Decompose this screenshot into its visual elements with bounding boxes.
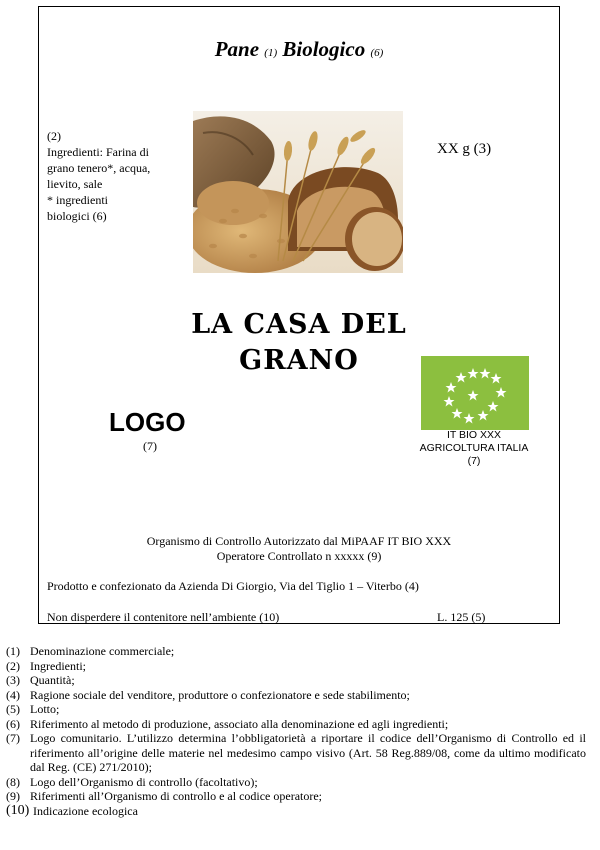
legend-number: (3) <box>6 673 20 687</box>
legend-text: Denominazione commerciale; <box>30 644 175 658</box>
legend-text: Lotto; <box>30 702 60 716</box>
product-label <box>38 6 560 624</box>
ingredients-line: grano tenero*, acqua, <box>47 161 151 175</box>
ingredients-line: * ingredienti <box>47 193 108 207</box>
operator-code-line: Operatore Controllato n xxxxx (9) <box>216 549 382 563</box>
ecology-note: Non disperdere il contenitore nell’ambiente (10) <box>47 610 280 624</box>
eu-logo-code: IT BIO XXX <box>446 429 502 441</box>
legend-number: (10) <box>6 802 30 818</box>
title-name-note: (1) <box>264 47 278 59</box>
legend-item <box>6 659 586 674</box>
legend-number: (9) <box>6 789 20 803</box>
legend-number: (4) <box>6 687 20 702</box>
title-qualifier-note: (6) <box>370 47 384 59</box>
ingredients-line: biologici (6) <box>47 209 107 223</box>
legend-number: (1) <box>6 644 20 658</box>
legend-text: Quantità; <box>30 673 75 687</box>
net-weight: XX g (3) <box>437 141 492 157</box>
eu-logo-origin: AGRICOLTURA ITALIA <box>419 442 529 454</box>
legend-text: Logo dell’Organismo di controllo (facoltativo); <box>30 774 258 789</box>
legend-item <box>6 717 586 732</box>
legend-text: Ragione sociale del venditore, produttore o confezionatore e sede stabilimento; <box>30 687 410 702</box>
producer-info: Prodotto e confezionato da Azienda Di Giorgio, Via del Tiglio 1 – Viterbo (4) <box>47 579 419 593</box>
legend-number: (6) <box>6 716 20 731</box>
legend-item <box>6 673 586 688</box>
legend-item <box>6 775 586 790</box>
lot-number: L. 125 (5) <box>437 610 486 624</box>
legend-item <box>6 731 586 775</box>
eu-organic-leaf-icon <box>421 356 529 430</box>
brand-line: GRANO <box>239 345 359 376</box>
legend-number: (2) <box>6 658 20 673</box>
legend-text: Riferimento al metodo di produzione, associato alla denominazione ed agli ingredienti; <box>30 716 449 731</box>
eu-leaf-stars-icon <box>421 356 529 430</box>
product-title <box>39 37 559 62</box>
legend-number: (5) <box>6 702 20 716</box>
control-body-line: Organismo di Controllo Autorizzato dal MiPAAF IT BIO XXX <box>146 534 452 548</box>
company-logo-note: (7) <box>143 439 157 453</box>
legend-item <box>6 789 586 804</box>
company-logo-placeholder: LOGO <box>109 407 186 437</box>
legend-text: Riferimenti all’Organismo di controllo e al codice operatore; <box>30 789 323 803</box>
legend-number: (7) <box>6 731 20 745</box>
legend-text: Indicazione ecologica <box>33 803 138 818</box>
legend-text: Logo comunitario. L’utilizzo determina l’obbligatorietà a riportare il codice dell’Organismo di Controllo ed il riferimento all’origine delle materie nel medesimo campo visivo (Art. 58 Reg.889/08, come da ultimo modificato dal Reg. (CE) 271/2010); <box>30 731 586 774</box>
ingredients-note: (2) <box>47 129 61 143</box>
bread-wheat-illustration <box>193 111 403 273</box>
legend-item <box>6 804 586 819</box>
ingredients-line: Ingredienti: Farina di <box>47 145 149 159</box>
title-name: Pane <box>214 37 260 61</box>
legend-list <box>6 644 586 818</box>
control-body-info <box>39 534 559 564</box>
ingredients-block <box>47 128 197 224</box>
legend-number: (8) <box>6 774 20 789</box>
ingredients-line: lievito, sale <box>47 177 103 191</box>
legend-item <box>6 702 586 717</box>
title-qualifier: Biologico <box>282 37 366 61</box>
legend-text: Ingredienti; <box>30 658 86 673</box>
brand-line: LA CASA DEL <box>191 309 407 340</box>
legend-item <box>6 688 586 703</box>
eu-logo-note: (7) <box>467 455 481 467</box>
bread-wheat-photo <box>193 111 403 273</box>
eu-logo-caption <box>399 429 549 468</box>
legend-item <box>6 644 586 659</box>
